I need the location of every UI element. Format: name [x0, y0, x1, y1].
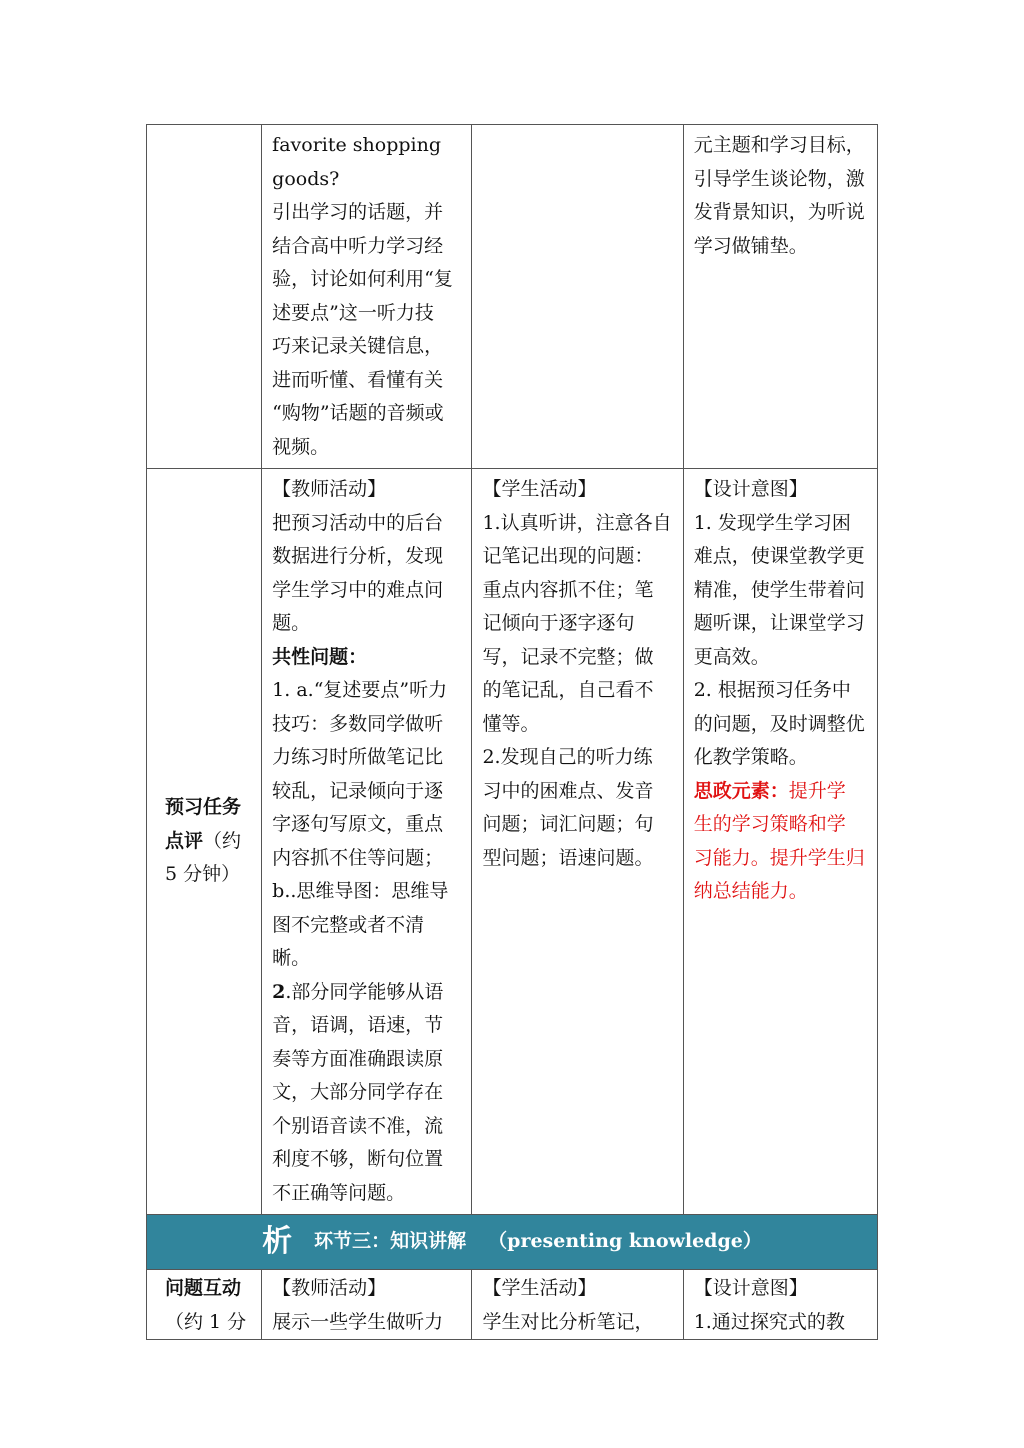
design-text-line: 题听课，让课堂学习 — [693, 612, 865, 634]
stage-label-line2-rest: （约 — [203, 829, 242, 852]
teacher-text-line: 晰。 — [272, 947, 311, 969]
ideology-text-line: 生的学习策略和学 — [693, 813, 846, 835]
common-issues-heading: 共性问题： — [272, 645, 368, 668]
table-row — [147, 125, 878, 469]
design-text-line: 的问题，及时调整优 — [693, 712, 865, 735]
teacher-text-line: 不正确等问题。 — [272, 1181, 406, 1204]
student-text-line: 重点内容抓不住；笔 — [482, 578, 654, 601]
design-header: 【设计意图】 — [693, 1277, 808, 1299]
student-activity-cell — [472, 125, 683, 469]
table-row — [147, 469, 878, 1215]
student-text-line: 型问题；语速问题。 — [482, 846, 654, 869]
teacher-text-line: 利度不够，断句位置 — [272, 1148, 444, 1170]
design-intent-cell — [683, 125, 877, 469]
teacher-text-line: 把预习活动中的后台 — [272, 511, 444, 534]
teacher-text-line: 题。 — [272, 612, 311, 634]
lesson-plan-table — [146, 124, 878, 1340]
design-header: 【设计意图】 — [693, 478, 808, 500]
student-text-line: 懂等。 — [482, 712, 540, 735]
teacher-text-line: 验，讨论如何利用“复 — [272, 268, 453, 290]
item-text: .部分同学能够从语 — [285, 980, 444, 1003]
section-row — [147, 1215, 878, 1270]
student-text-line: 记倾向于逐字逐句 — [482, 612, 635, 634]
student-header: 【学生活动】 — [482, 1277, 597, 1299]
design-text-line: 1. 发现学生学习困 — [693, 511, 851, 534]
student-text-line: 2.发现自己的听力练 — [482, 746, 653, 768]
stage-label-line2: （约 1 分 — [165, 1310, 247, 1333]
student-text: 学生对比分析笔记， — [482, 1310, 654, 1333]
student-text-line: 写，记录不完整；做 — [482, 645, 654, 668]
teacher-text-line: 视频。 — [272, 435, 330, 458]
design-text-line: 2. 根据预习任务中 — [693, 679, 851, 701]
stage-label-cell — [147, 1270, 262, 1340]
teacher-text-line: 述要点”这一听力技 — [272, 301, 434, 324]
design-intent-cell — [683, 469, 877, 1215]
design-text-line: 精准，使学生带着问 — [693, 578, 865, 601]
stage-label-line3: 5 分钟） — [165, 863, 241, 886]
student-text-line: 记笔记出现的问题： — [482, 545, 654, 567]
teacher-text-line: 学生学习中的难点问 — [272, 578, 444, 601]
teacher-header: 【教师活动】 — [272, 1277, 387, 1299]
ideology-text-line: 习能力。提升学生归 — [693, 846, 865, 869]
design-text: 1.通过探究式的教 — [693, 1310, 845, 1333]
student-activity-cell — [472, 1270, 683, 1340]
teacher-text-line: favorite shopping — [272, 134, 441, 156]
student-text-line: 1.认真听讲，注意各自 — [482, 511, 672, 534]
teacher-activity-cell — [262, 125, 472, 469]
label-cell — [147, 125, 262, 469]
ideology-text-line: 纳总结能力。 — [693, 880, 808, 902]
table-row — [147, 1270, 878, 1340]
teacher-text-line: 内容抓不住等问题； — [272, 846, 444, 869]
teacher-text-line: 进而听懂、看懂有关 — [272, 368, 444, 391]
design-text-line: 更高效。 — [693, 645, 770, 668]
section-header-cell — [147, 1215, 878, 1270]
student-header: 【学生活动】 — [482, 478, 597, 500]
teacher-activity-cell — [262, 1270, 472, 1340]
teacher-text-line: 结合高中听力学习经 — [272, 234, 444, 257]
teacher-header: 【教师活动】 — [272, 478, 387, 500]
teacher-text-line: b..思维导图：思维导 — [272, 880, 449, 902]
design-text-line: 难点，使课堂教学更 — [693, 545, 865, 567]
item-number: 2 — [272, 980, 286, 1003]
teacher-text-line: 技巧：多数同学做听 — [272, 712, 444, 735]
section-banner — [147, 1215, 877, 1269]
design-text-line: 引导学生谈论物，激 — [693, 167, 865, 190]
teacher-text-line: 文，大部分同学存在 — [272, 1081, 444, 1103]
student-text-line: 的笔记乱，自己看不 — [482, 679, 654, 701]
teacher-text-line: 字逐句写原文，重点 — [272, 813, 444, 835]
teacher-text-line: goods? — [272, 167, 340, 190]
teacher-text-line: 图不完整或者不清 — [272, 913, 425, 936]
design-intent-cell — [683, 1270, 877, 1340]
teacher-text-line: 巧来记录关键信息， — [272, 335, 444, 357]
teacher-text-line: 奏等方面准确跟读原 — [272, 1047, 444, 1070]
section-char: 析 — [262, 1224, 293, 1260]
student-text-line: 习中的困难点、发音 — [482, 779, 654, 802]
section-english: （presenting knowledge） — [488, 1230, 762, 1253]
section-title: 环节三：知识讲解 — [314, 1230, 467, 1253]
stage-label-line2: 点评 — [165, 829, 204, 852]
teacher-text-line: 个别语音读不准，流 — [272, 1114, 444, 1137]
teacher-text-line: 音，语调，语速，节 — [272, 1014, 444, 1036]
design-text-line: 元主题和学习目标， — [693, 134, 865, 156]
teacher-text-line: 数据进行分析，发现 — [272, 545, 444, 567]
stage-label-line1: 预习任务 — [165, 796, 242, 819]
teacher-text-line: 1. a.“复述要点”听力 — [272, 679, 448, 701]
stage-label-cell — [147, 469, 262, 1215]
ideology-text: 提升学 — [788, 779, 846, 802]
teacher-text-line: 较乱，记录倾向于逐 — [272, 779, 444, 802]
teacher-text: 展示一些学生做听力 — [272, 1310, 444, 1333]
design-text-line: 学习做铺垫。 — [693, 234, 808, 257]
stage-label-line1: 问题互动 — [165, 1277, 242, 1299]
teacher-activity-cell — [262, 469, 472, 1215]
student-activity-cell — [472, 469, 683, 1215]
student-text-line: 问题；词汇问题；句 — [482, 813, 654, 835]
teacher-text-line: 引出学习的话题，并 — [272, 201, 444, 223]
teacher-text-line: “购物”话题的音频或 — [272, 402, 444, 424]
teacher-text-line: 力练习时所做笔记比 — [272, 746, 444, 768]
design-text-line: 发背景知识，为听说 — [693, 201, 865, 223]
design-text-line: 化教学策略。 — [693, 746, 808, 768]
ideology-label: 思政元素： — [693, 779, 789, 802]
